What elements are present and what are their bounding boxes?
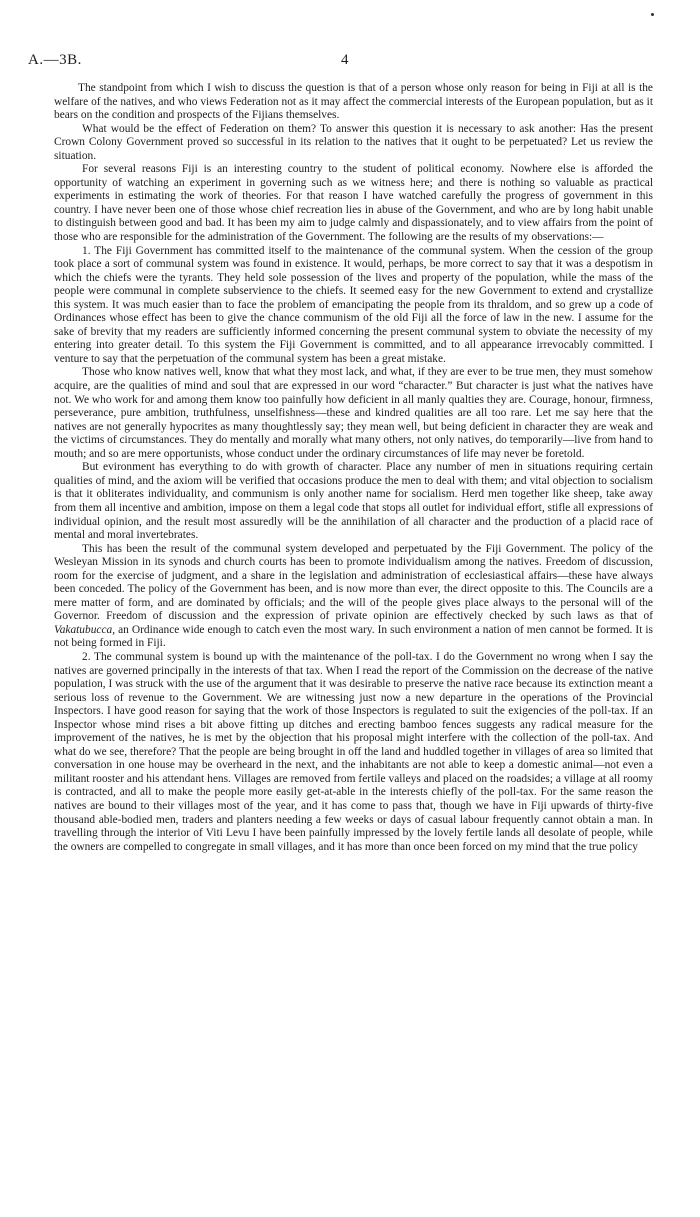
paragraph: But evironment has everything to do with growth of character. Place any number of men in situations requiring certain qualities of mind, and the axiom will be verified that occasions produce the men to deal with them; and vital objection to socialism is that it obliterates individuality, and communism is only another name for socialism. Herd men together like sheep, take away from them all incentive and ambition, impose on them a legal code that stops all outlet for individual effort, stifle all expressions of individual opinion, and the result most assuredly will be the annihilation of all character and the production of a placid race of mental and moral invertebrates.	[54, 461, 653, 542]
paragraph: 1. The Fiji Government has committed itself to the maintenance of the communal system. When the cession of the group took place a sort of communal system was found in existence. It would, perhaps, be more correct to say that it was a despotism in which the chiefs were the tyrants. They held sole possession of the lives and property of the population, while the mass of the people were communal in complete subservience to the chiefs. It seemed easy for the new Government to extend and crystallize this system. It was much easier than to face the problem of emancipating the people from its thraldom, and so grew up a code of Ordinances whose effect has been to give the chance communism of the old Fiji all the force of law in the new. I assume for the sake of brevity that my readers are sufficiently informed concerning the present communal system to obviate the necessity of my entering into greater detail. To this system the Fiji Government is committed, and to all appearance irrevocably committed. I venture to say that the perpetuation of the communal system has been a great mistake.	[54, 244, 653, 365]
paragraph: What would be the effect of Federation on them? To answer this question it is necessary to ask another: Has the present Crown Colony Government proved so successful in its relation to the natives that it ought to be perpetuated? Let us review the situation.	[54, 122, 653, 162]
page-header	[28, 52, 628, 72]
italic-term: Vakatubucca,	[54, 623, 116, 636]
paragraph: Those who know natives well, know that what they most lack, and what, if they are ever to be true men, they must somehow acquire, are the qualities of mind and soul that are expressed in our word “character.” But character is just what the natives have not. We who work for and among them know too painfully how deficient in all manly qualties they are. Courage, honour, firmness, perseverance, pure ambition, truthfulness, unselfishness—these and kindred qualities are all too rare. Let me say here that the natives are not generally hypocrites as many thoughtlessly say; they mean well, but being deficient in character they are weak and the victims of circumstances. They do mentally and morally what many others, not only natives, do temporarily—live from hand to mouth; and so are mere opportunists, whose conduct under the ordinary circumstances of life may never be foretold.	[54, 366, 653, 460]
body-text	[54, 82, 653, 854]
paragraph-text: an Ordinance wide enough to catch even the most wary. In such environment a nation of men cannot be formed. It is not being formed in Fiji.	[54, 623, 653, 650]
corner-mark	[651, 13, 654, 16]
series-reference: A.—3B.	[28, 52, 82, 68]
paragraph	[54, 543, 653, 651]
page-number: 4	[341, 52, 349, 68]
paragraph: The standpoint from which I wish to discuss the question is that of a person whose only reason for being in Fiji at all is the welfare of the natives, and who views Federation not as it may affect the commercial interests of the European population, but as it bears on the condition and prospects of the Fijians themselves.	[54, 82, 653, 122]
paragraph: 2. The communal system is bound up with the maintenance of the poll-tax. I do the Government no wrong when I say the natives are governed principally in the interests of that tax. When I read the report of the Commission on the decrease of the native population, I was struck with the use of the argument that it was desirable to preserve the native race because its extinction meant a serious loss of revenue to the Government. We are witnessing just now a new departure in the operations of the Provincial Inspectors. I have good reason for saying that the work of those Inspectors is regulated to suit the exigencies of the poll-tax. If an Inspector whose mind rises a bit above fitting up ditches and erecting bamboo fences suggests any radical measure for the improvement of the natives, he is met by the objection that his proposal might interfere with the collection of the poll-tax. And what do we see, therefore? That the people are being brought in off the land and huddled together in villages of area so limited that conversation in one house may be overheard in the next, and the inhabitants are not able to keep a domestic animal—not even a militant rooster and his attendant hens. Villages are removed from fertile valleys and placed on the roadsides; a village at all roomy is contracted, and all to make the people more easily get-at-able in the interests chiefly of the poll-tax. For the same reason the natives are bound to their villages most of the year, and it has come to pass that, though we have in Fiji upwards of thirty-five thousand able-bodied men, traders and planters needing a few weeks or days of casual labour frequently cannot obtain a man. In travelling through the interior of Viti Levu I have been painfully impressed by the lovely fertile lands all desolate of people, while the owners are compelled to congregate in small villages, and it has more than once been forced on my mind that the true policy	[54, 650, 653, 853]
paragraph: For several reasons Fiji is an interesting country to the student of political economy. Nowhere else is afforded the opportunity of watching an experiment in governing such as we witness here; and there is nothing so valuable as practical experiments in estimating the work of theories. For that reason I have watched carefully the progress of government in this country. I have never been one of those whose chief recreation lies in abuse of the Government, and who are by long habit unable to distinguish between good and bad. It has been my aim to judge calmly and dispassionately, and to view affairs from the point of those who are responsible for the administration of the Government. The following are the results of my observations:—	[54, 163, 653, 244]
paragraph-text: This has been the result of the communal system developed and perpetuated by the Fiji Government. The policy of the Wesleyan Mission in its synods and church courts has been to promote individualism among the natives. Freedom of discussion, room for the exercise of judgment, and a share in the legislation and administration of ecclesiastical affairs—these have always been conceded. The policy of the Government has been, and is now more than ever, the direct opposite to this. The Councils are a mere matter of form, and are dominated by officials; and the will of the people gives place always to the personal will of the Governor. Freedom of discussion and the expression of private opinion are effectively checked by such laws as that of	[54, 542, 653, 623]
